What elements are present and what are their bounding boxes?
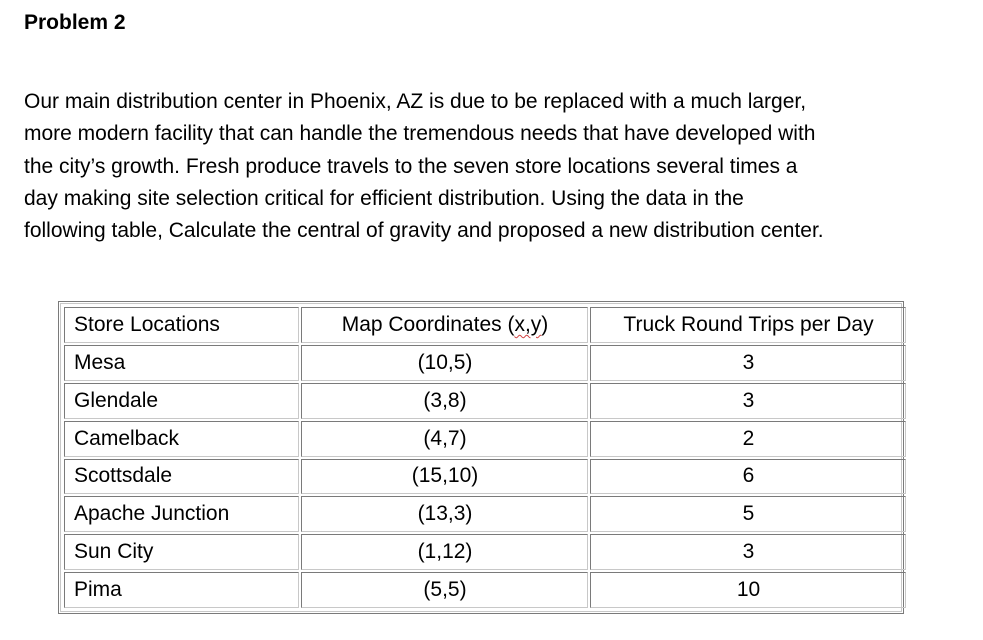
table-row — [64, 421, 906, 457]
problem-title: Problem 2 — [24, 11, 126, 34]
cell-trips: 3 — [590, 345, 906, 381]
problem-paragraph — [24, 86, 974, 247]
header-map-coordinates — [301, 307, 588, 343]
table-row — [64, 534, 906, 570]
table-header-row — [64, 307, 906, 343]
cell-trips: 6 — [590, 459, 906, 495]
cell-coordinates: (10,5) — [301, 345, 588, 381]
cell-trips: 5 — [590, 496, 906, 532]
paragraph-line: day making site selection critical for efficient distribution. Using the data in the — [24, 186, 744, 210]
data-table — [62, 305, 908, 610]
paragraph-line: Our main distribution center in Phoenix, AZ is due to be replaced with a much larger, — [24, 90, 807, 113]
cell-location: Sun City — [64, 534, 299, 570]
store-locations-table — [58, 301, 904, 614]
cell-location: Scottsdale — [64, 459, 299, 495]
cell-coordinates: (13,3) — [301, 496, 588, 532]
cell-coordinates: (15,10) — [301, 459, 588, 495]
cell-trips: 3 — [590, 383, 906, 419]
header-truck-trips: Truck Round Trips per Day — [590, 307, 906, 343]
table-row — [64, 383, 906, 419]
header-store-locations: Store Locations — [64, 307, 299, 343]
cell-coordinates: (5,5) — [301, 572, 588, 608]
cell-location: Glendale — [64, 383, 299, 419]
header-coordinates-suffix: ) — [541, 312, 549, 336]
header-coordinates-xy: x,y — [514, 312, 542, 336]
table-row — [64, 459, 906, 495]
header-coordinates-prefix: Map Coordinates ( — [341, 312, 515, 336]
table-row — [64, 345, 906, 381]
cell-trips: 3 — [590, 534, 906, 570]
cell-location: Pima — [64, 572, 299, 608]
cell-trips: 10 — [590, 572, 906, 608]
cell-location: Apache Junction — [64, 496, 299, 532]
cell-coordinates: (3,8) — [301, 383, 588, 419]
cell-trips: 2 — [590, 421, 906, 457]
cell-coordinates: (1,12) — [301, 534, 588, 570]
paragraph-line: the city’s growth. Fresh produce travels to the seven store locations several times a — [24, 154, 798, 178]
paragraph-line: more modern facility that can handle the tremendous needs that have developed with — [24, 122, 816, 146]
table-row — [64, 496, 906, 532]
cell-location: Mesa — [64, 345, 299, 381]
cell-location: Camelback — [64, 421, 299, 457]
paragraph-line: following table, Calculate the central of gravity and proposed a new distribution center. — [24, 219, 824, 243]
cell-coordinates: (4,7) — [301, 421, 588, 457]
table-row — [64, 572, 906, 608]
